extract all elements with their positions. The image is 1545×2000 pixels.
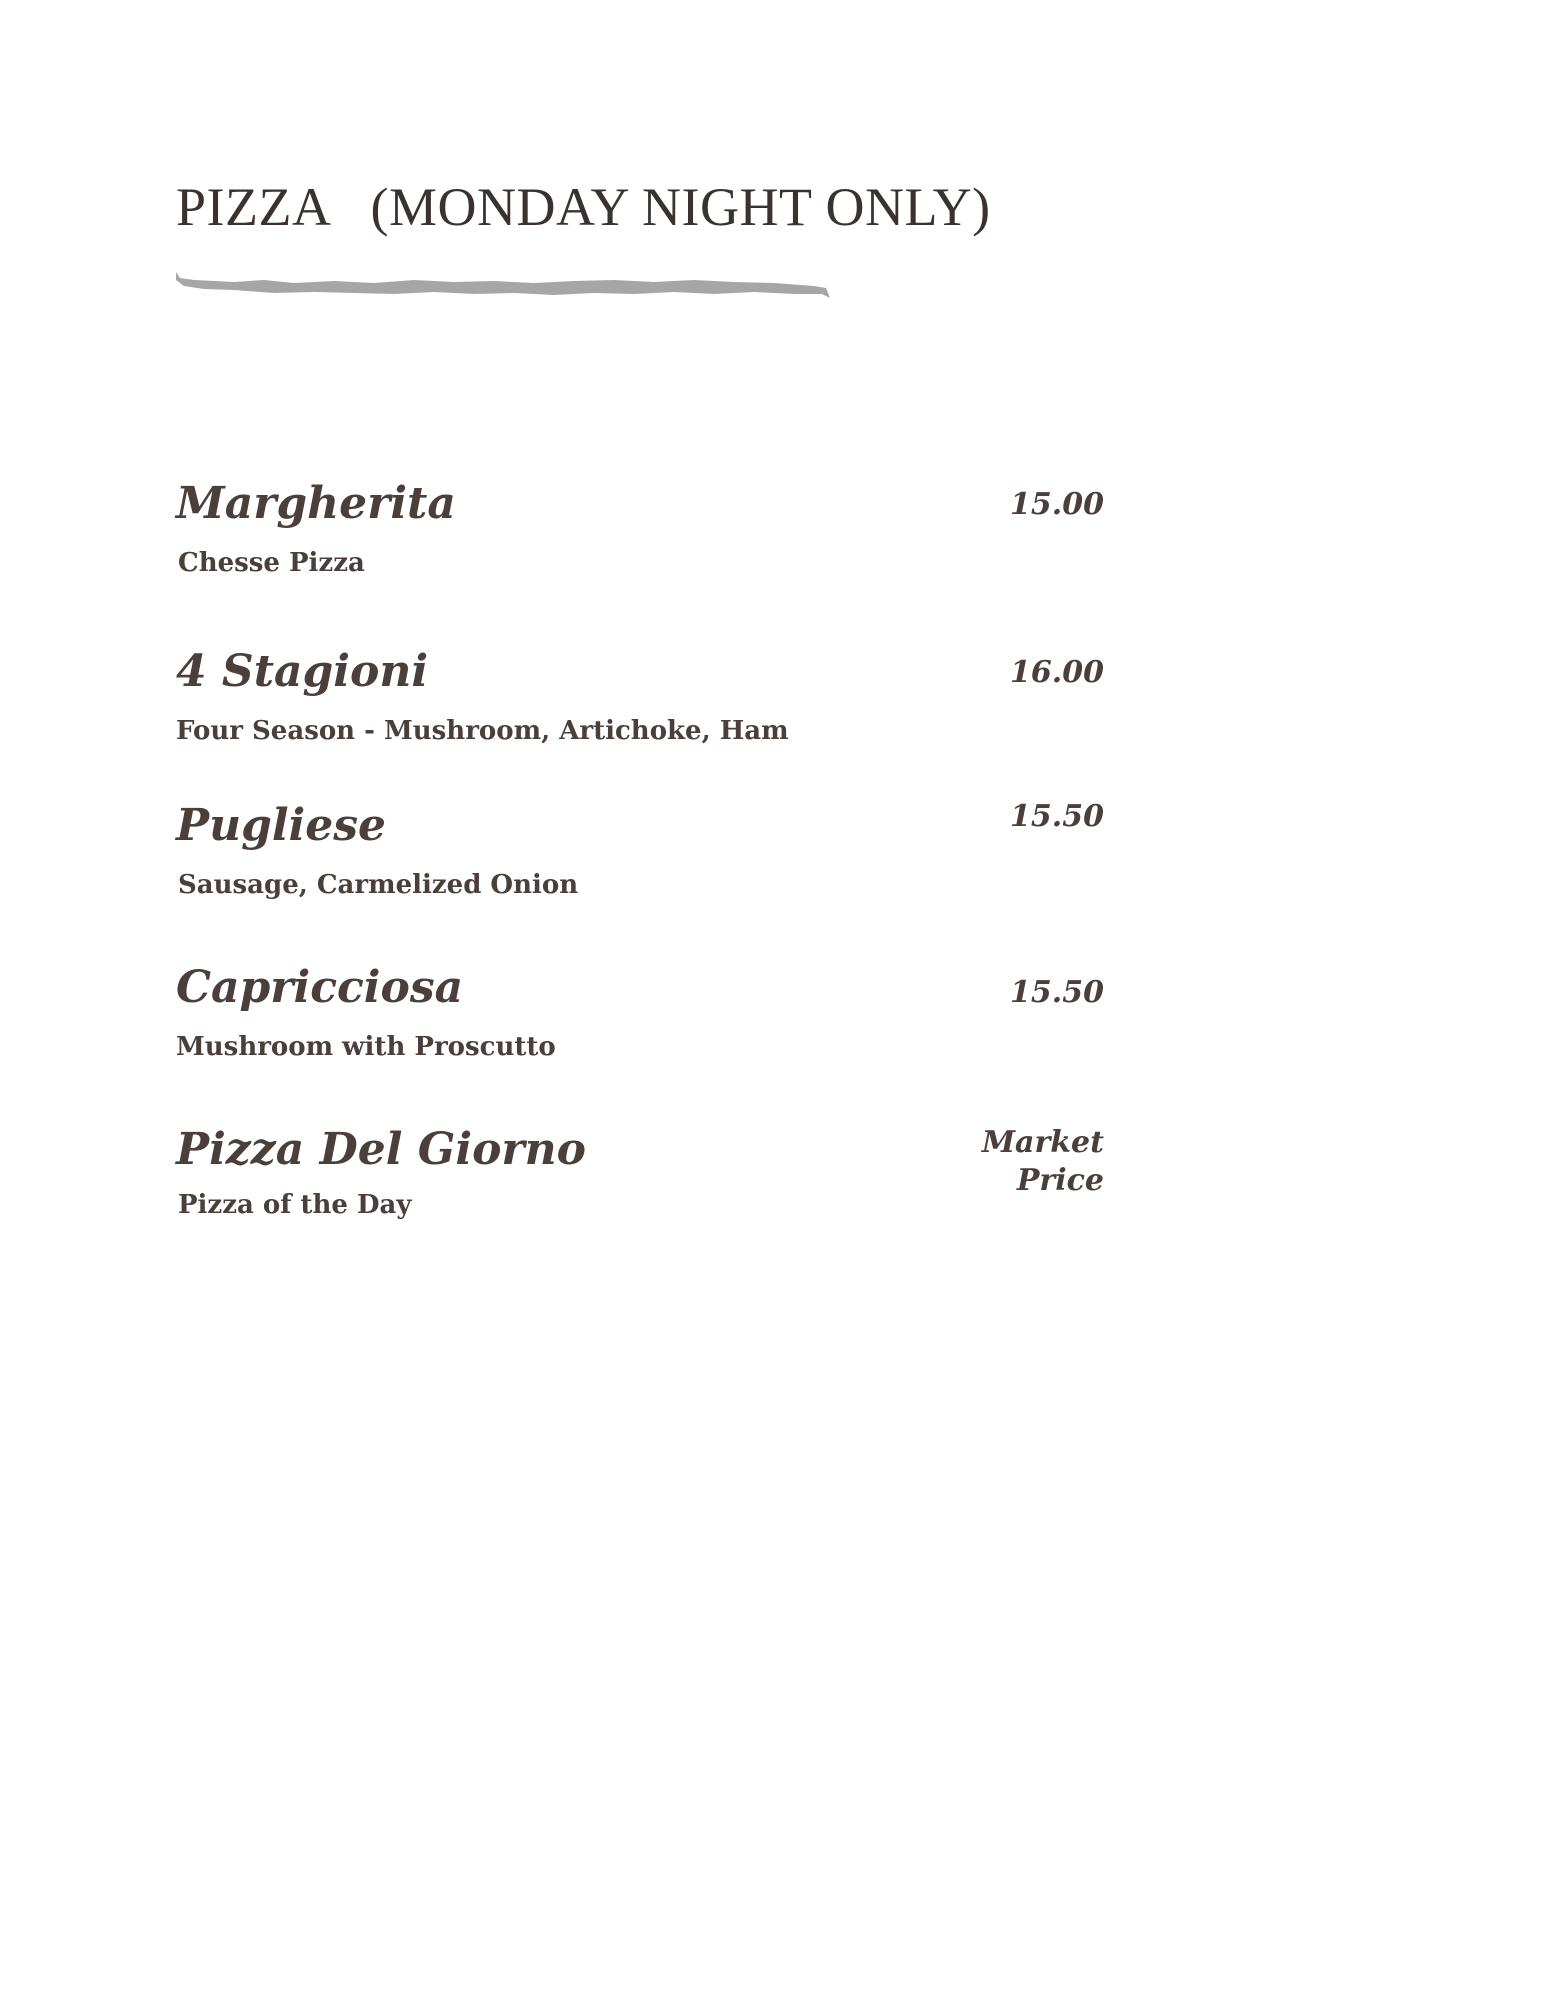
item-name: 4 Stagioni — [176, 646, 429, 697]
item-price: 15.50 — [1010, 799, 1104, 834]
item-name: Pugliese — [176, 800, 387, 851]
item-name: Margherita — [176, 478, 456, 529]
menu-list — [176, 0, 1104, 2000]
item-description: Chesse Pizza — [178, 548, 365, 578]
item-name: Capricciosa — [176, 962, 464, 1013]
item-name: Pizza Del Giorno — [176, 1124, 586, 1175]
item-description: Pizza of the Day — [178, 1190, 412, 1220]
item-price: Market Price — [981, 1125, 1104, 1198]
page-title: PIZZA (MONDAY NIGHT ONLY) — [176, 177, 991, 237]
item-description: Four Season - Mushroom, Artichoke, Ham — [176, 716, 789, 746]
item-description: Sausage, Carmelized Onion — [178, 870, 579, 900]
item-description: Mushroom with Proscutto — [176, 1032, 556, 1062]
item-price: 15.00 — [1010, 487, 1104, 522]
item-price: 16.00 — [1010, 655, 1104, 690]
item-price: 15.50 — [1010, 975, 1104, 1010]
